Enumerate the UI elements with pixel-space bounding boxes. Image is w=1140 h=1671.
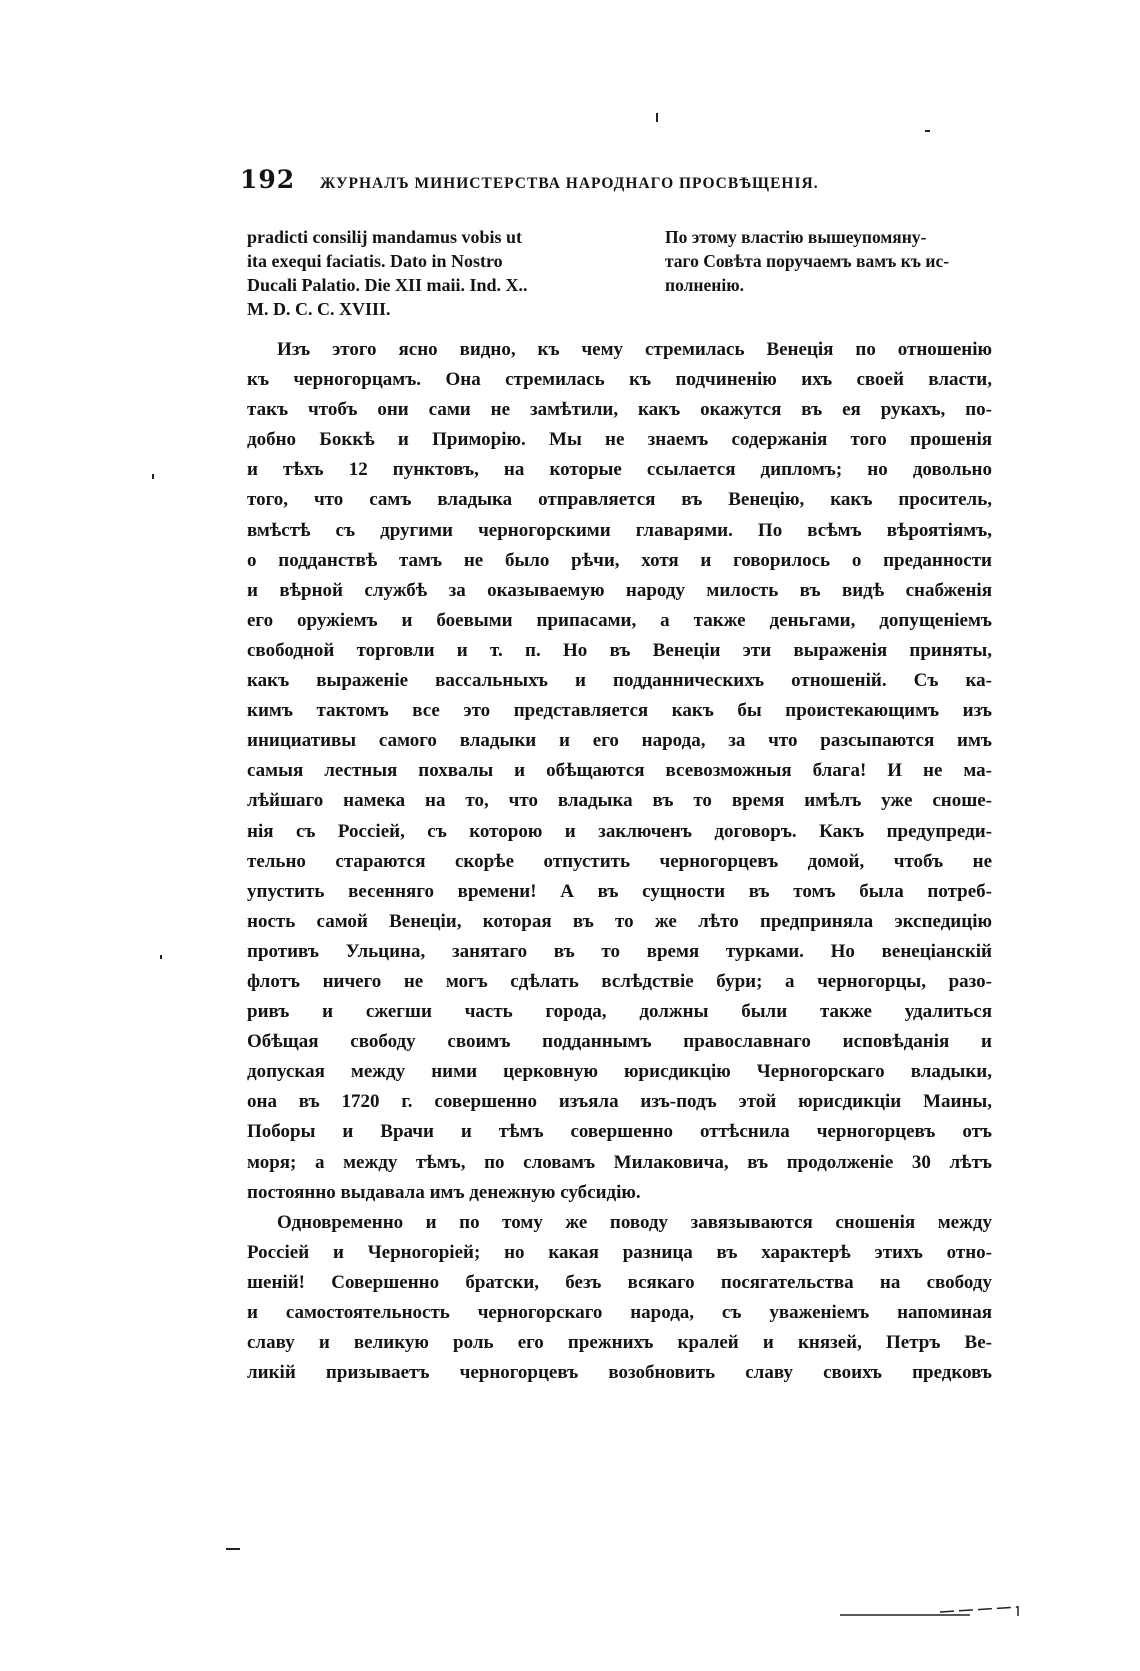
translation-line: По этому властію вышеупомяну- bbox=[665, 227, 927, 247]
paragraph-2-line: и самостоятельность черногорскаго народа, съ уваженіемъ напоминая bbox=[247, 1302, 992, 1323]
page-header bbox=[240, 165, 1000, 205]
paragraph-1-line: нія съ Россіей, съ которою и заключенъ договоръ. Какъ предупреди- bbox=[247, 820, 992, 842]
paragraph-1-line: инициативы самого владыки и его народа, за что разсыпаются имъ bbox=[247, 730, 992, 752]
paragraph-1-line: Изъ этого ясно видно, къ чему стремилась Венеція по отношенію bbox=[277, 339, 992, 360]
paragraph-1-line: Поборы и Врачи и тѣмъ совершенно оттѣснила черногорцевъ отъ bbox=[247, 1121, 992, 1143]
paragraph-2-line: ликій призываетъ черногорцевъ возобновить славу своихъ предковъ bbox=[247, 1362, 992, 1384]
paragraph-1-line: его оружіемъ и боевыми припасами, а также деньгами, допущеніемъ bbox=[247, 609, 992, 631]
paragraph-1-line: она въ 1720 г. совершенно изъяла изъ-подъ этой юрисдикціи Маины, bbox=[247, 1091, 992, 1113]
paragraph-1-line: самыя лестныя похвалы и обѣщаются всевозможныя блага! И не ма- bbox=[247, 760, 992, 782]
footer-rule-mark bbox=[840, 1602, 1020, 1620]
latin-line: pradicti consilij mandamus vobis ut bbox=[247, 227, 523, 247]
paragraph-1-line: противъ Ульцина, занятаго въ то время турками. Но венеціанскій bbox=[247, 940, 992, 962]
print-speck bbox=[925, 130, 930, 132]
translation-line: таго Совѣта поручаемъ вамъ къ ис- bbox=[665, 251, 950, 271]
paragraph-1-line: Обѣщая свободу своимъ подданнымъ православнаго исповѣданія и bbox=[247, 1031, 992, 1053]
paragraph-1-line: того, что самъ владыка отправляется въ Венецію, какъ проситель, bbox=[247, 489, 992, 511]
print-speck bbox=[160, 955, 162, 959]
paragraph-1-line: постоянно выдавала имъ денежную субсидію. bbox=[247, 1181, 641, 1203]
paragraph-1-line: кимъ тактомъ все это представляется какъ бы проистекающимъ изъ bbox=[247, 700, 992, 722]
paragraph-2-line: шеній! Совершенно братски, безъ всякаго посягательства на свободу bbox=[247, 1271, 992, 1293]
paragraph-1-line: такъ чтобъ они сами не замѣтили, какъ окажутся въ ея рукахъ, по- bbox=[247, 399, 992, 421]
running-head: ЖУРНАЛЪ МИНИСТЕРСТВА НАРОДНАГО ПРОСВѢЩЕНІЯ. bbox=[320, 175, 819, 192]
paragraph-2-line: Россіей и Черногоріей; но какая разница въ характерѣ этихъ отно- bbox=[247, 1241, 992, 1263]
paragraph-1-line: и тѣхъ 12 пунктовъ, на которые ссылается дипломъ; но довольно bbox=[247, 459, 992, 481]
paragraph-1-line: моря; а между тѣмъ, по словамъ Милаковича, въ продолженіе 30 лѣтъ bbox=[247, 1151, 992, 1173]
latin-line: ita exequi faciatis. Dato in Nostro bbox=[247, 251, 503, 271]
latin-line: M. D. C. C. XVIII. bbox=[247, 299, 391, 319]
paragraph-2-line: Одновременно и по тому же поводу завязываются сношенія между bbox=[277, 1211, 992, 1233]
paragraph-1-line: о подданствѣ тамъ не было рѣчи, хотя и говорилось о преданности bbox=[247, 549, 992, 571]
paragraph-1-line: какъ выраженіе вассальныхъ и подданническихъ отношеній. Съ ка- bbox=[247, 670, 992, 692]
paragraph-2-line: славу и великую роль его прежнихъ кралей и князей, Петръ Ве- bbox=[247, 1332, 992, 1354]
print-speck bbox=[152, 474, 154, 479]
paragraph-1-line: лѣйшаго намека на то, что владыка въ то время имѣлъ уже сноше- bbox=[247, 790, 992, 812]
translation-line: полненію. bbox=[665, 275, 744, 295]
paragraph-1-line: и вѣрной службѣ за оказываемую народу милость въ видѣ снабженія bbox=[247, 579, 992, 601]
russian-translation bbox=[665, 225, 995, 297]
paragraph-1-line: вмѣстѣ съ другими черногорскими главарями. По всѣмъ вѣроятіямъ, bbox=[247, 519, 992, 541]
print-speck bbox=[656, 113, 658, 122]
paragraph-1-line: тельно стараются скорѣе отпустить черногорцевъ домой, чтобъ не bbox=[247, 850, 992, 872]
paragraph-1-line: свободной торговли и т. п. Но въ Венеціи эти выраженія приняты, bbox=[247, 639, 992, 661]
page-number: 192 bbox=[240, 165, 296, 194]
paragraph-1-line: флотъ ничего не могъ сдѣлать вслѣдствіе бури; а черногорцы, разо- bbox=[247, 970, 992, 992]
paragraph-1-line: ность самой Венеціи, которая въ то же лѣто предприняла экспедицію bbox=[247, 910, 992, 932]
latin-quotation bbox=[247, 225, 617, 321]
paragraph-1-line: добно Боккѣ и Приморію. Мы не знаемъ содержанія того прошенія bbox=[247, 429, 992, 451]
paragraph-1-line: ривъ и сжегши часть города, должны были также удалиться bbox=[247, 1001, 992, 1023]
latin-line: Ducali Palatio. Die XII maii. Ind. X.. bbox=[247, 275, 528, 295]
paragraph-1-line: допуская между ними церковную юрисдикцію Черногорскаго владыки, bbox=[247, 1061, 992, 1083]
paragraph-1-line: къ черногорцамъ. Она стремилась къ подчиненію ихъ своей власти, bbox=[247, 369, 992, 391]
paragraph-1-line: упустить весенняго времени! А въ сущности въ томъ была потреб- bbox=[247, 880, 992, 902]
body-text bbox=[247, 335, 992, 1388]
print-speck bbox=[226, 1548, 240, 1550]
